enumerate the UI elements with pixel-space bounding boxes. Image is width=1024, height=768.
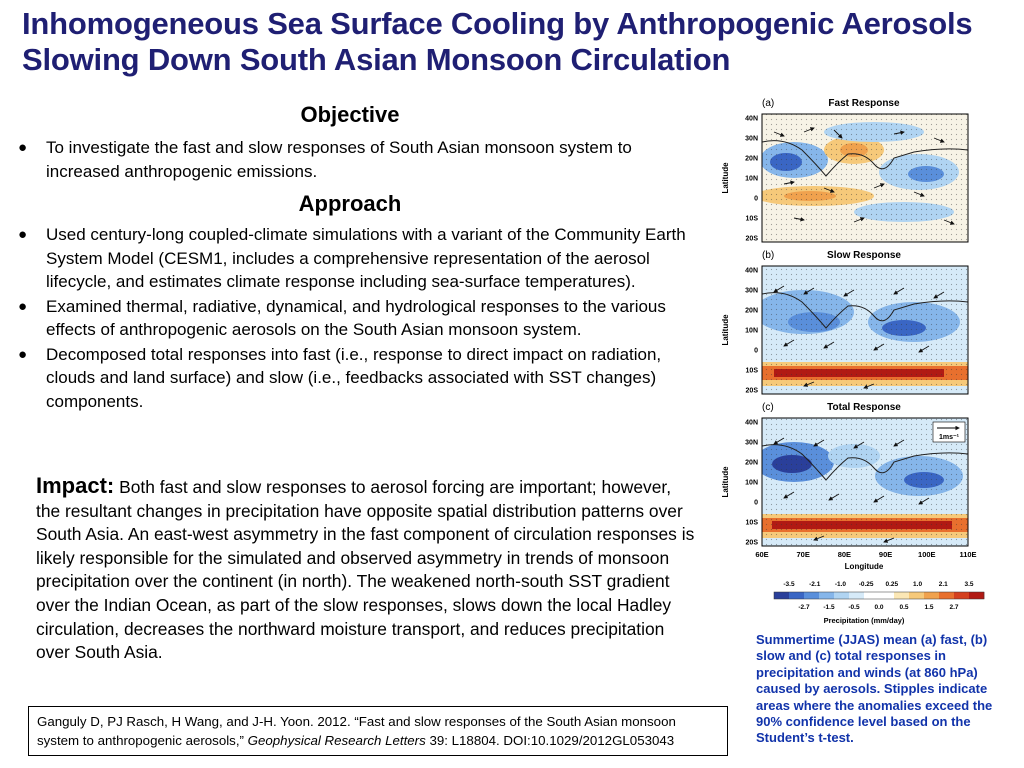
colorbar-swatch: [924, 592, 939, 599]
colorbar-swatch: [819, 592, 834, 599]
colorbar-top-tick: -1.0: [834, 581, 847, 588]
colorbar-bottom-tick: 2.7: [949, 604, 959, 611]
longitude-tick-label: 110E: [959, 550, 977, 559]
citation-volume: 39: L18804. DOI:10.1029/2012GL053043: [425, 733, 675, 748]
colorbar-top-tick: -0.25: [858, 581, 874, 588]
colorbar-swatch: [954, 592, 969, 599]
colorbar-swatch: [969, 592, 984, 599]
latitude-tick-label: 10N: [745, 327, 758, 335]
colorbar-top-tick: 1.0: [913, 581, 923, 588]
objective-heading: Objective: [300, 102, 400, 127]
longitude-tick-label: 100E: [918, 550, 936, 559]
latitude-tick-label: 20N: [745, 459, 758, 467]
objective-bullet: ● To investigate the fast and slow responses of South Asian monsoon system to increased anthropogenic emissions.: [18, 138, 632, 181]
latitude-tick-label: 20N: [745, 307, 758, 315]
approach-bullet: ● Decomposed total responses into fast (i.e., response to direct impact on radiation, clouds and land surface) and slow (i.e., feedbacks associated with SST changes) components.: [18, 344, 662, 411]
colorbar-swatch: [939, 592, 954, 599]
colorbar-bottom-tick: 0.5: [899, 604, 909, 611]
panel-c-ylabel: Latitude: [721, 466, 730, 498]
latitude-tick-label: 20N: [745, 155, 758, 163]
colorbar-top-tick: 3.5: [964, 581, 974, 588]
colorbar-bottom-tick: -2.7: [798, 604, 810, 611]
panel-a-title: Fast Response: [828, 98, 900, 109]
longitude-tick-label: 90E: [878, 550, 893, 559]
colorbar-bottom-tick: 1.5: [924, 604, 934, 611]
panel-b-ylabel: Latitude: [721, 314, 730, 346]
colorbar-top-tick: 2.1: [938, 581, 948, 588]
vector-reference-label: 1ms⁻¹: [938, 434, 960, 441]
slide-title: Inhomogeneous Sea Surface Cooling by Anthropogenic Aerosols Slowing Down South Asian Monsoon Circulation: [22, 6, 973, 77]
bullet-dot-icon: ●: [18, 226, 28, 243]
figure-caption: Summertime (JJAS) mean (a) fast, (b) slow and (c) total responses in precipitation and winds (at 860 hPa) caused by aerosols. Stipples indicate areas where the anomalies exceed the 90% confidence level based on the Student’s t-test.: [756, 632, 993, 746]
colorbar-top-tick: -3.5: [783, 581, 795, 588]
latitude-tick-label: 40N: [745, 419, 758, 427]
bullet-dot-icon: ●: [18, 297, 28, 315]
bullet-dot-icon: ●: [18, 139, 28, 156]
colorbar-label: Precipitation (mm/day): [823, 616, 905, 625]
longitude-tick-label: 80E: [837, 550, 852, 559]
citation-text: Ganguly D, PJ Rasch, H Wang, and J-H. Yoon. 2012. “Fast and slow responses of the South Asian monsoon system to anthropogenic aerosols,”: [37, 714, 676, 748]
colorbar-swatch: [774, 592, 789, 599]
colorbar-swatch: [849, 592, 864, 599]
colorbar-swatch: [834, 592, 849, 599]
longitude-tick-label: 60E: [755, 550, 769, 559]
latitude-tick-label: 30N: [745, 439, 758, 447]
latitude-tick-label: 0: [754, 195, 758, 203]
colorbar-bottom-tick: -0.5: [848, 604, 860, 611]
colorbar-swatch: [909, 592, 924, 599]
response-figure: [714, 92, 1014, 628]
colorbar-swatch: [879, 592, 894, 599]
latitude-tick-label: 10N: [745, 479, 758, 487]
colorbar-top-tick: -2.1: [809, 581, 821, 588]
latitude-tick-label: 20S: [745, 539, 758, 547]
citation-box: [28, 706, 728, 756]
latitude-tick-labels: [745, 116, 758, 547]
latitude-tick-label: 20S: [745, 235, 758, 243]
impact-label: Impact:: [36, 473, 115, 498]
approach-bullet: ● Examined thermal, radiative, dynamical, and hydrological responses to the various effects of anthropogenic aerosols on the South Asian monsoon system.: [18, 296, 666, 339]
precipitation-colorbar: [774, 581, 984, 611]
latitude-tick-label: 40N: [745, 115, 758, 123]
colorbar-swatch: [894, 592, 909, 599]
colorbar-swatch: [864, 592, 879, 599]
panel-b: [754, 250, 968, 394]
impact-paragraph: [36, 474, 696, 665]
colorbar-bottom-tick: -1.5: [823, 604, 835, 611]
latitude-tick-label: 30N: [745, 287, 758, 295]
panel-b-title: Slow Response: [827, 250, 901, 261]
panel-c-title: Total Response: [827, 402, 901, 413]
latitude-tick-label: 40N: [745, 267, 758, 275]
panel-c-letter: (c): [762, 402, 774, 413]
objective-list: [14, 136, 686, 184]
latitude-tick-label: 0: [754, 499, 758, 507]
citation-journal: Geophysical Research Letters: [247, 733, 426, 748]
panel-a-letter: (a): [762, 98, 775, 109]
approach-heading: Approach: [298, 191, 402, 216]
latitude-tick-label: 20S: [745, 387, 758, 395]
approach-bullet: ● Used century-long coupled-climate simulations with a variant of the Community Earth System Model (CESM1, includes a comprehensive representation of the aerosol lifecycle, and estimates climate response including sea-surface temperatures).: [18, 225, 686, 291]
latitude-tick-label: 0: [754, 347, 758, 355]
colorbar-swatch: [804, 592, 819, 599]
panel-a: [754, 98, 968, 242]
latitude-tick-label: 10S: [745, 519, 758, 527]
longitude-tick-label: 70E: [796, 550, 810, 559]
panel-b-letter: (b): [762, 250, 775, 261]
colorbar-top-tick: 0.25: [885, 581, 899, 588]
approach-list: [14, 223, 686, 414]
panel-c-xlabel: Longitude: [844, 562, 884, 571]
impact-text: Both fast and slow responses to aerosol forcing are important; however, the resultant changes in precipitation have opposite spatial distribution patterns over South Asia. An east-west asymmetry in the fast component of circulation responses is likely responsible for the simulated and observed asymmetry in trends of monsoon precipitation over the continent (in north). The weakened north-south SST gradient over the Indian Ocean, as part of the slow responses, slows down the local Hadley circulation, decreases the northward moisture transport, and reduces precipitation over South Asia.: [36, 477, 695, 663]
latitude-tick-label: 10S: [745, 367, 758, 375]
panel-c: [754, 402, 968, 546]
latitude-tick-label: 10N: [745, 175, 758, 183]
bullet-dot-icon: ●: [18, 345, 28, 363]
colorbar-swatch: [789, 592, 804, 599]
latitude-tick-label: 10S: [745, 215, 758, 223]
latitude-tick-label: 30N: [745, 135, 758, 143]
longitude-tick-labels: [755, 550, 976, 559]
figure-svg: [714, 92, 1014, 628]
panel-a-ylabel: Latitude: [721, 162, 730, 194]
colorbar-bottom-tick: 0.0: [874, 604, 884, 611]
